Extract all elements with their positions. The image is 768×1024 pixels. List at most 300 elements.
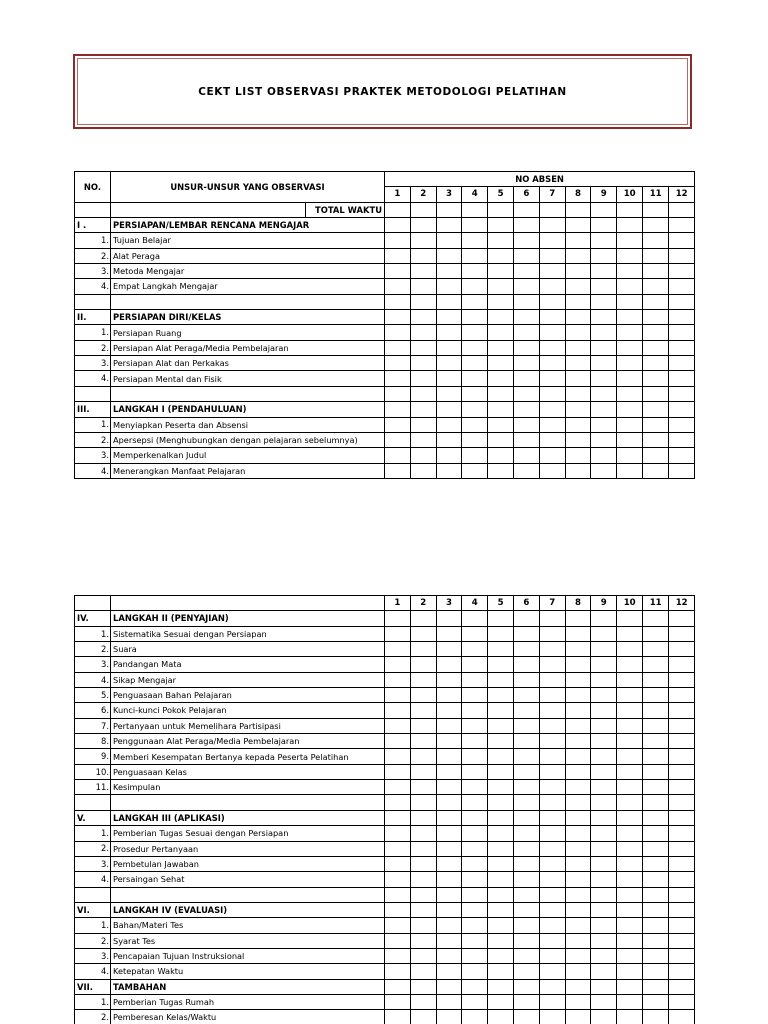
- score-cell[interactable]: [669, 233, 695, 248]
- score-cell[interactable]: [617, 463, 643, 478]
- score-cell[interactable]: [410, 749, 436, 764]
- score-cell[interactable]: [643, 432, 669, 447]
- score-cell[interactable]: [385, 780, 411, 795]
- score-cell[interactable]: [565, 918, 591, 933]
- score-cell[interactable]: [669, 202, 695, 217]
- score-cell[interactable]: [410, 734, 436, 749]
- score-cell[interactable]: [410, 248, 436, 263]
- score-cell[interactable]: [669, 979, 695, 994]
- score-cell[interactable]: [513, 417, 539, 432]
- score-cell[interactable]: [643, 734, 669, 749]
- score-cell[interactable]: [488, 841, 514, 856]
- score-cell[interactable]: [643, 795, 669, 810]
- score-cell[interactable]: [539, 688, 565, 703]
- score-cell[interactable]: [565, 642, 591, 657]
- score-cell[interactable]: [617, 432, 643, 447]
- score-cell[interactable]: [513, 826, 539, 841]
- score-cell[interactable]: [462, 294, 488, 309]
- score-cell[interactable]: [669, 795, 695, 810]
- score-cell[interactable]: [513, 780, 539, 795]
- score-cell[interactable]: [436, 294, 462, 309]
- score-cell[interactable]: [591, 402, 617, 417]
- score-cell[interactable]: [617, 734, 643, 749]
- score-cell[interactable]: [591, 826, 617, 841]
- score-cell[interactable]: [643, 233, 669, 248]
- score-cell[interactable]: [591, 856, 617, 871]
- score-cell[interactable]: [565, 688, 591, 703]
- score-cell[interactable]: [643, 979, 669, 994]
- score-cell[interactable]: [385, 218, 411, 233]
- score-cell[interactable]: [462, 841, 488, 856]
- score-cell[interactable]: [513, 371, 539, 386]
- score-cell[interactable]: [565, 856, 591, 871]
- score-cell[interactable]: [410, 718, 436, 733]
- score-cell[interactable]: [410, 402, 436, 417]
- score-cell[interactable]: [565, 356, 591, 371]
- score-cell[interactable]: [539, 902, 565, 917]
- score-cell[interactable]: [669, 703, 695, 718]
- score-cell[interactable]: [617, 402, 643, 417]
- score-cell[interactable]: [488, 264, 514, 279]
- score-cell[interactable]: [643, 964, 669, 979]
- score-cell[interactable]: [539, 611, 565, 626]
- score-cell[interactable]: [643, 764, 669, 779]
- score-cell[interactable]: [436, 448, 462, 463]
- score-cell[interactable]: [462, 718, 488, 733]
- score-cell[interactable]: [643, 1010, 669, 1024]
- score-cell[interactable]: [436, 417, 462, 432]
- score-cell[interactable]: [669, 918, 695, 933]
- score-cell[interactable]: [539, 248, 565, 263]
- score-cell[interactable]: [643, 340, 669, 355]
- score-cell[interactable]: [436, 948, 462, 963]
- score-cell[interactable]: [410, 657, 436, 672]
- score-cell[interactable]: [436, 310, 462, 325]
- score-cell[interactable]: [565, 340, 591, 355]
- score-cell[interactable]: [410, 780, 436, 795]
- score-cell[interactable]: [539, 703, 565, 718]
- score-cell[interactable]: [591, 841, 617, 856]
- score-cell[interactable]: [591, 325, 617, 340]
- score-cell[interactable]: [591, 718, 617, 733]
- score-cell[interactable]: [513, 340, 539, 355]
- score-cell[interactable]: [488, 340, 514, 355]
- score-cell[interactable]: [617, 826, 643, 841]
- score-cell[interactable]: [565, 764, 591, 779]
- score-cell[interactable]: [436, 826, 462, 841]
- score-cell[interactable]: [591, 417, 617, 432]
- score-cell[interactable]: [565, 386, 591, 401]
- score-cell[interactable]: [565, 463, 591, 478]
- score-cell[interactable]: [462, 979, 488, 994]
- score-cell[interactable]: [643, 325, 669, 340]
- score-cell[interactable]: [385, 994, 411, 1009]
- score-cell[interactable]: [617, 841, 643, 856]
- score-cell[interactable]: [643, 703, 669, 718]
- score-cell[interactable]: [617, 948, 643, 963]
- score-cell[interactable]: [669, 218, 695, 233]
- score-cell[interactable]: [513, 872, 539, 887]
- score-cell[interactable]: [462, 918, 488, 933]
- score-cell[interactable]: [410, 218, 436, 233]
- score-cell[interactable]: [385, 887, 411, 902]
- score-cell[interactable]: [488, 688, 514, 703]
- score-cell[interactable]: [436, 841, 462, 856]
- score-cell[interactable]: [385, 233, 411, 248]
- score-cell[interactable]: [410, 688, 436, 703]
- score-cell[interactable]: [591, 734, 617, 749]
- score-cell[interactable]: [539, 1010, 565, 1024]
- score-cell[interactable]: [539, 218, 565, 233]
- score-cell[interactable]: [617, 356, 643, 371]
- score-cell[interactable]: [513, 856, 539, 871]
- score-cell[interactable]: [488, 294, 514, 309]
- score-cell[interactable]: [669, 294, 695, 309]
- score-cell[interactable]: [462, 795, 488, 810]
- score-cell[interactable]: [617, 795, 643, 810]
- score-cell[interactable]: [617, 780, 643, 795]
- score-cell[interactable]: [617, 703, 643, 718]
- score-cell[interactable]: [565, 218, 591, 233]
- score-cell[interactable]: [436, 202, 462, 217]
- score-cell[interactable]: [385, 841, 411, 856]
- score-cell[interactable]: [436, 734, 462, 749]
- score-cell[interactable]: [591, 448, 617, 463]
- score-cell[interactable]: [669, 626, 695, 641]
- score-cell[interactable]: [488, 902, 514, 917]
- score-cell[interactable]: [436, 749, 462, 764]
- score-cell[interactable]: [669, 734, 695, 749]
- score-cell[interactable]: [565, 780, 591, 795]
- score-cell[interactable]: [436, 218, 462, 233]
- score-cell[interactable]: [539, 310, 565, 325]
- score-cell[interactable]: [539, 780, 565, 795]
- score-cell[interactable]: [513, 1010, 539, 1024]
- score-cell[interactable]: [410, 872, 436, 887]
- score-cell[interactable]: [436, 356, 462, 371]
- score-cell[interactable]: [539, 202, 565, 217]
- score-cell[interactable]: [462, 202, 488, 217]
- score-cell[interactable]: [565, 402, 591, 417]
- score-cell[interactable]: [513, 325, 539, 340]
- score-cell[interactable]: [591, 948, 617, 963]
- score-cell[interactable]: [436, 902, 462, 917]
- score-cell[interactable]: [513, 795, 539, 810]
- score-cell[interactable]: [539, 841, 565, 856]
- score-cell[interactable]: [385, 688, 411, 703]
- score-cell[interactable]: [436, 657, 462, 672]
- score-cell[interactable]: [410, 979, 436, 994]
- score-cell[interactable]: [410, 933, 436, 948]
- score-cell[interactable]: [565, 826, 591, 841]
- score-cell[interactable]: [539, 279, 565, 294]
- score-cell[interactable]: [410, 202, 436, 217]
- score-cell[interactable]: [513, 386, 539, 401]
- score-cell[interactable]: [539, 826, 565, 841]
- score-cell[interactable]: [436, 1010, 462, 1024]
- score-cell[interactable]: [565, 371, 591, 386]
- score-cell[interactable]: [488, 233, 514, 248]
- score-cell[interactable]: [462, 371, 488, 386]
- score-cell[interactable]: [643, 948, 669, 963]
- score-cell[interactable]: [488, 918, 514, 933]
- score-cell[interactable]: [643, 994, 669, 1009]
- score-cell[interactable]: [488, 248, 514, 263]
- score-cell[interactable]: [617, 718, 643, 733]
- score-cell[interactable]: [565, 626, 591, 641]
- score-cell[interactable]: [643, 672, 669, 687]
- score-cell[interactable]: [462, 856, 488, 871]
- score-cell[interactable]: [488, 463, 514, 478]
- score-cell[interactable]: [488, 718, 514, 733]
- score-cell[interactable]: [669, 279, 695, 294]
- score-cell[interactable]: [410, 795, 436, 810]
- score-cell[interactable]: [513, 979, 539, 994]
- score-cell[interactable]: [436, 402, 462, 417]
- score-cell[interactable]: [669, 718, 695, 733]
- score-cell[interactable]: [643, 218, 669, 233]
- score-cell[interactable]: [488, 749, 514, 764]
- score-cell[interactable]: [462, 611, 488, 626]
- score-cell[interactable]: [462, 749, 488, 764]
- score-cell[interactable]: [643, 749, 669, 764]
- score-cell[interactable]: [385, 795, 411, 810]
- score-cell[interactable]: [539, 402, 565, 417]
- score-cell[interactable]: [591, 964, 617, 979]
- score-cell[interactable]: [643, 780, 669, 795]
- score-cell[interactable]: [462, 810, 488, 825]
- score-cell[interactable]: [669, 642, 695, 657]
- score-cell[interactable]: [410, 626, 436, 641]
- score-cell[interactable]: [539, 448, 565, 463]
- score-cell[interactable]: [539, 948, 565, 963]
- score-cell[interactable]: [591, 264, 617, 279]
- score-cell[interactable]: [643, 856, 669, 871]
- score-cell[interactable]: [488, 310, 514, 325]
- score-cell[interactable]: [617, 979, 643, 994]
- score-cell[interactable]: [488, 448, 514, 463]
- score-cell[interactable]: [436, 264, 462, 279]
- score-cell[interactable]: [565, 795, 591, 810]
- score-cell[interactable]: [385, 432, 411, 447]
- score-cell[interactable]: [591, 688, 617, 703]
- score-cell[interactable]: [436, 887, 462, 902]
- score-cell[interactable]: [488, 887, 514, 902]
- score-cell[interactable]: [385, 918, 411, 933]
- score-cell[interactable]: [539, 718, 565, 733]
- score-cell[interactable]: [617, 856, 643, 871]
- score-cell[interactable]: [591, 872, 617, 887]
- score-cell[interactable]: [410, 310, 436, 325]
- score-cell[interactable]: [565, 902, 591, 917]
- score-cell[interactable]: [436, 611, 462, 626]
- score-cell[interactable]: [643, 448, 669, 463]
- score-cell[interactable]: [643, 310, 669, 325]
- score-cell[interactable]: [410, 856, 436, 871]
- score-cell[interactable]: [436, 386, 462, 401]
- score-cell[interactable]: [669, 611, 695, 626]
- score-cell[interactable]: [539, 432, 565, 447]
- score-cell[interactable]: [436, 626, 462, 641]
- score-cell[interactable]: [410, 948, 436, 963]
- score-cell[interactable]: [436, 810, 462, 825]
- score-cell[interactable]: [539, 734, 565, 749]
- score-cell[interactable]: [591, 918, 617, 933]
- score-cell[interactable]: [462, 386, 488, 401]
- score-cell[interactable]: [385, 749, 411, 764]
- score-cell[interactable]: [488, 948, 514, 963]
- score-cell[interactable]: [591, 810, 617, 825]
- score-cell[interactable]: [488, 795, 514, 810]
- score-cell[interactable]: [643, 642, 669, 657]
- score-cell[interactable]: [565, 264, 591, 279]
- score-cell[interactable]: [591, 933, 617, 948]
- score-cell[interactable]: [565, 310, 591, 325]
- score-cell[interactable]: [617, 310, 643, 325]
- score-cell[interactable]: [513, 642, 539, 657]
- score-cell[interactable]: [436, 872, 462, 887]
- score-cell[interactable]: [669, 340, 695, 355]
- score-cell[interactable]: [565, 734, 591, 749]
- score-cell[interactable]: [436, 463, 462, 478]
- score-cell[interactable]: [385, 340, 411, 355]
- score-cell[interactable]: [591, 795, 617, 810]
- score-cell[interactable]: [436, 856, 462, 871]
- score-cell[interactable]: [385, 325, 411, 340]
- score-cell[interactable]: [410, 964, 436, 979]
- score-cell[interactable]: [488, 657, 514, 672]
- score-cell[interactable]: [488, 402, 514, 417]
- score-cell[interactable]: [488, 933, 514, 948]
- score-cell[interactable]: [565, 248, 591, 263]
- score-cell[interactable]: [643, 718, 669, 733]
- score-cell[interactable]: [669, 872, 695, 887]
- score-cell[interactable]: [513, 279, 539, 294]
- score-cell[interactable]: [591, 994, 617, 1009]
- score-cell[interactable]: [565, 964, 591, 979]
- score-cell[interactable]: [591, 780, 617, 795]
- score-cell[interactable]: [539, 964, 565, 979]
- score-cell[interactable]: [462, 994, 488, 1009]
- score-cell[interactable]: [410, 918, 436, 933]
- score-cell[interactable]: [539, 642, 565, 657]
- score-cell[interactable]: [513, 902, 539, 917]
- score-cell[interactable]: [488, 979, 514, 994]
- score-cell[interactable]: [385, 718, 411, 733]
- score-cell[interactable]: [462, 1010, 488, 1024]
- score-cell[interactable]: [488, 1010, 514, 1024]
- score-cell[interactable]: [385, 463, 411, 478]
- score-cell[interactable]: [488, 810, 514, 825]
- score-cell[interactable]: [488, 417, 514, 432]
- score-cell[interactable]: [539, 918, 565, 933]
- score-cell[interactable]: [410, 1010, 436, 1024]
- score-cell[interactable]: [669, 657, 695, 672]
- score-cell[interactable]: [643, 279, 669, 294]
- score-cell[interactable]: [643, 887, 669, 902]
- score-cell[interactable]: [539, 325, 565, 340]
- score-cell[interactable]: [591, 386, 617, 401]
- score-cell[interactable]: [410, 764, 436, 779]
- score-cell[interactable]: [410, 810, 436, 825]
- score-cell[interactable]: [462, 233, 488, 248]
- score-cell[interactable]: [591, 749, 617, 764]
- score-cell[interactable]: [436, 795, 462, 810]
- score-cell[interactable]: [462, 448, 488, 463]
- score-cell[interactable]: [385, 734, 411, 749]
- score-cell[interactable]: [385, 356, 411, 371]
- score-cell[interactable]: [513, 887, 539, 902]
- score-cell[interactable]: [410, 386, 436, 401]
- score-cell[interactable]: [617, 417, 643, 432]
- score-cell[interactable]: [617, 279, 643, 294]
- score-cell[interactable]: [565, 233, 591, 248]
- score-cell[interactable]: [617, 872, 643, 887]
- score-cell[interactable]: [591, 902, 617, 917]
- score-cell[interactable]: [462, 626, 488, 641]
- score-cell[interactable]: [462, 703, 488, 718]
- score-cell[interactable]: [488, 780, 514, 795]
- score-cell[interactable]: [462, 642, 488, 657]
- score-cell[interactable]: [643, 402, 669, 417]
- score-cell[interactable]: [565, 749, 591, 764]
- score-cell[interactable]: [436, 340, 462, 355]
- score-cell[interactable]: [669, 964, 695, 979]
- score-cell[interactable]: [513, 233, 539, 248]
- score-cell[interactable]: [436, 325, 462, 340]
- score-cell[interactable]: [591, 979, 617, 994]
- score-cell[interactable]: [669, 810, 695, 825]
- score-cell[interactable]: [591, 672, 617, 687]
- score-cell[interactable]: [488, 872, 514, 887]
- score-cell[interactable]: [591, 887, 617, 902]
- score-cell[interactable]: [565, 872, 591, 887]
- score-cell[interactable]: [565, 202, 591, 217]
- score-cell[interactable]: [539, 795, 565, 810]
- score-cell[interactable]: [513, 202, 539, 217]
- score-cell[interactable]: [513, 933, 539, 948]
- score-cell[interactable]: [617, 325, 643, 340]
- score-cell[interactable]: [462, 780, 488, 795]
- score-cell[interactable]: [565, 672, 591, 687]
- score-cell[interactable]: [513, 264, 539, 279]
- score-cell[interactable]: [617, 233, 643, 248]
- score-cell[interactable]: [436, 248, 462, 263]
- score-cell[interactable]: [513, 672, 539, 687]
- score-cell[interactable]: [591, 371, 617, 386]
- score-cell[interactable]: [669, 463, 695, 478]
- score-cell[interactable]: [617, 672, 643, 687]
- score-cell[interactable]: [565, 657, 591, 672]
- score-cell[interactable]: [669, 994, 695, 1009]
- score-cell[interactable]: [385, 979, 411, 994]
- score-cell[interactable]: [539, 657, 565, 672]
- score-cell[interactable]: [617, 688, 643, 703]
- score-cell[interactable]: [643, 386, 669, 401]
- score-cell[interactable]: [617, 657, 643, 672]
- score-cell[interactable]: [617, 371, 643, 386]
- score-cell[interactable]: [436, 718, 462, 733]
- score-cell[interactable]: [462, 463, 488, 478]
- score-cell[interactable]: [488, 371, 514, 386]
- score-cell[interactable]: [436, 371, 462, 386]
- score-cell[interactable]: [643, 611, 669, 626]
- score-cell[interactable]: [513, 432, 539, 447]
- score-cell[interactable]: [669, 856, 695, 871]
- score-cell[interactable]: [488, 325, 514, 340]
- score-cell[interactable]: [643, 248, 669, 263]
- score-cell[interactable]: [617, 749, 643, 764]
